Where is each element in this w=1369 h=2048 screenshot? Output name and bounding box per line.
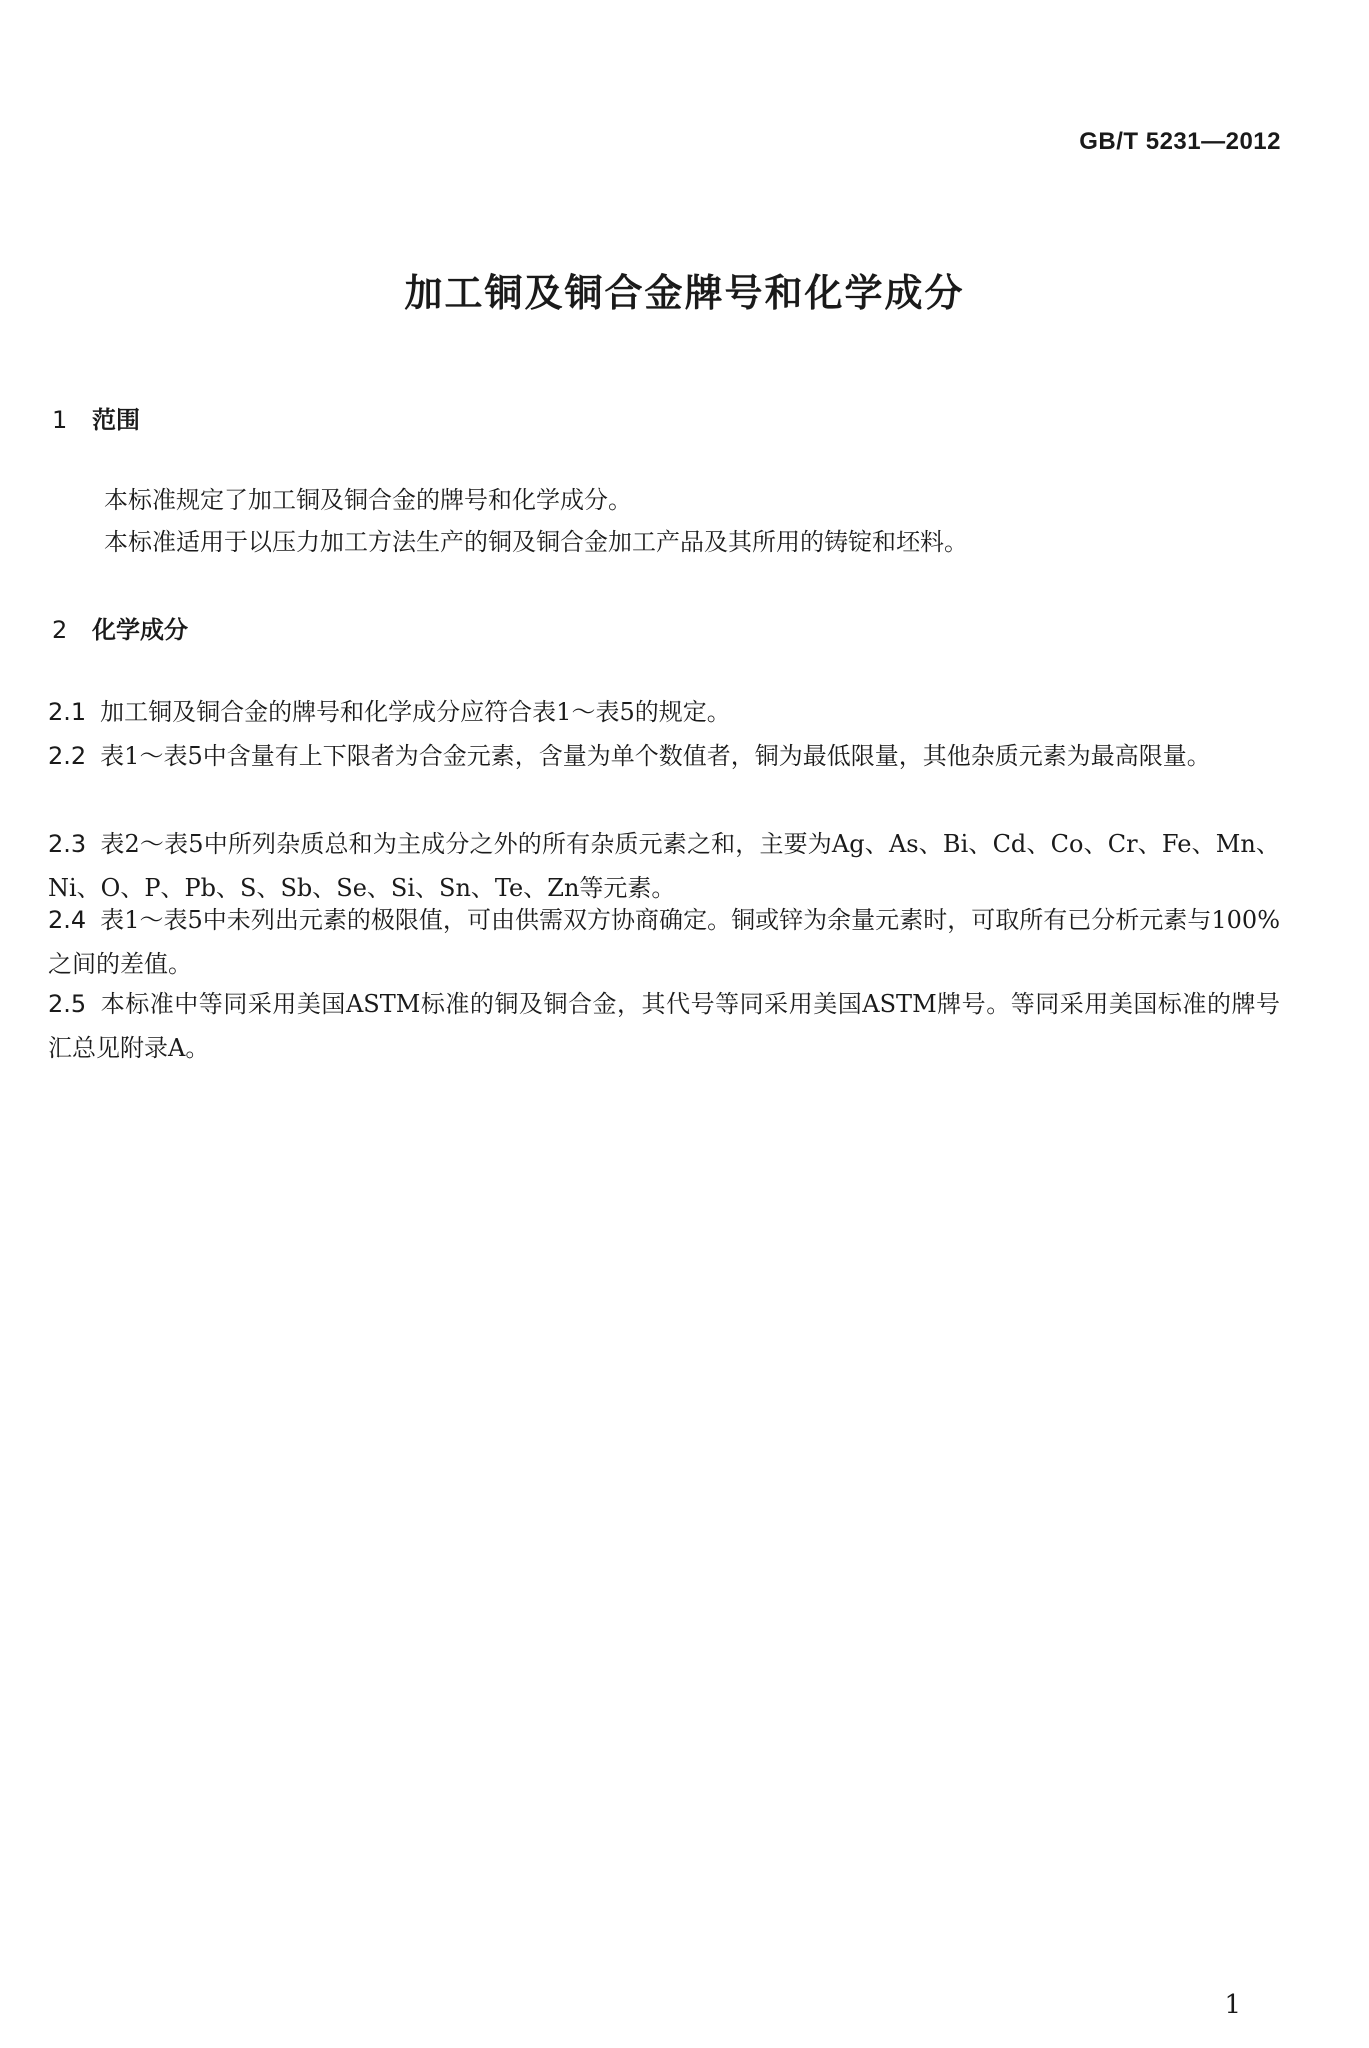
section-title: 范围 bbox=[92, 406, 140, 434]
clause-2-5 bbox=[48, 982, 1280, 1070]
section-title: 化学成分 bbox=[92, 616, 188, 644]
scope-paragraph: 本标准适用于以压力加工方法生产的铜及铜合金加工产品及其所用的铸锭和坯料。 bbox=[104, 528, 968, 556]
section-heading-scope bbox=[52, 400, 140, 435]
standard-code: GB/T 5231—2012 bbox=[1079, 128, 1281, 155]
clause-2-4 bbox=[48, 898, 1280, 986]
clause-number: 2.4 bbox=[48, 906, 87, 934]
page-number: 1 bbox=[1224, 1990, 1241, 2020]
scope-paragraph: 本标准规定了加工铜及铜合金的牌号和化学成分。 bbox=[104, 486, 632, 514]
clause-2-2 bbox=[48, 734, 1280, 778]
clause-2-1 bbox=[48, 690, 1280, 734]
section-number: 1 bbox=[52, 406, 68, 434]
clause-number: 2.3 bbox=[48, 830, 87, 858]
clause-text: 表2～表5中所列杂质总和为主成分之外的所有杂质元素之和，主要为Ag、As、Bi、Cd、Co、Cr、Fe、Mn、Ni、O、P、Pb、S、Sb、Se、Si、Sn、Te、Zn等元素。 bbox=[48, 830, 1280, 902]
document-title: 加工铜及铜合金牌号和化学成分 bbox=[404, 271, 965, 315]
clause-text: 加工铜及铜合金的牌号和化学成分应符合表1～表5的规定。 bbox=[100, 698, 731, 726]
clause-text: 本标准中等同采用美国ASTM标准的铜及铜合金，其代号等同采用美国ASTM牌号。等同采用美国标准的牌号汇总见附录A。 bbox=[48, 990, 1280, 1062]
clause-number: 2.1 bbox=[48, 698, 87, 726]
clause-text: 表1～表5中含量有上下限者为合金元素，含量为单个数值者，铜为最低限量，其他杂质元素为最高限量。 bbox=[100, 742, 1211, 770]
clause-number: 2.5 bbox=[48, 990, 87, 1018]
section-heading-chemical-composition bbox=[52, 610, 188, 645]
clause-text: 表1～表5中未列出元素的极限值，可由供需双方协商确定。铜或锌为余量元素时，可取所有已分析元素与100%之间的差值。 bbox=[48, 906, 1280, 978]
clause-number: 2.2 bbox=[48, 742, 87, 770]
section-number: 2 bbox=[52, 616, 68, 644]
clause-2-3 bbox=[48, 822, 1280, 910]
